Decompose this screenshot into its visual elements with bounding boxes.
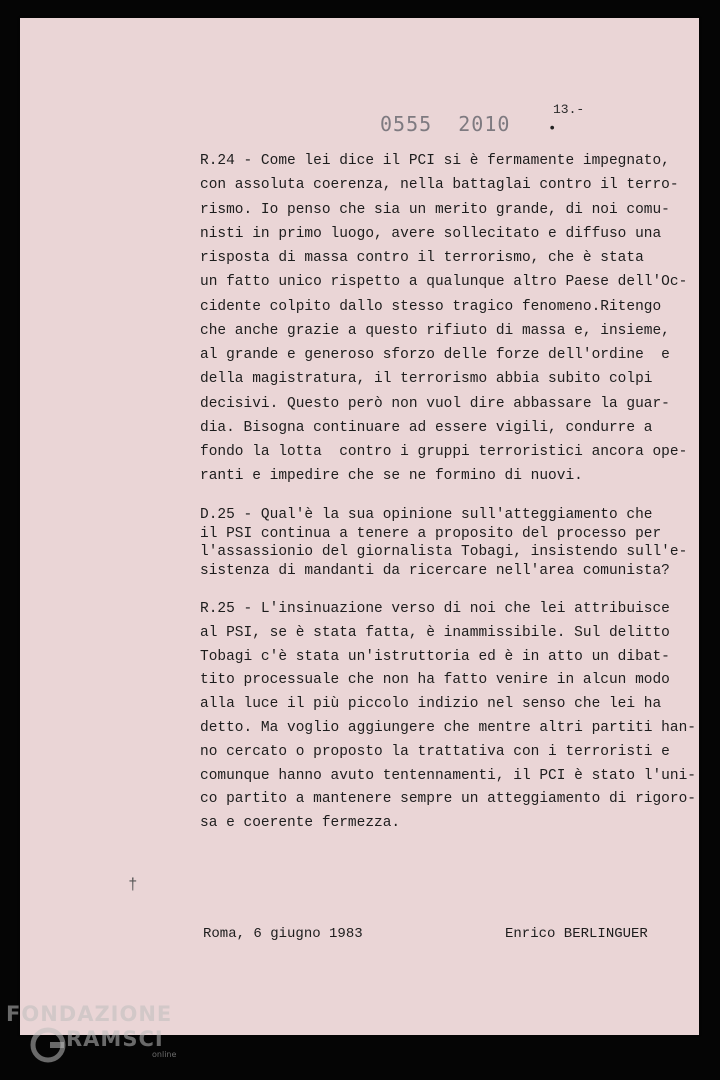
answer-paragraph-r25: [200, 598, 696, 836]
text-line: sa e coerente fermezza.: [200, 815, 401, 832]
text-line: alla luce il più piccolo indizio nel senso che lei ha: [200, 696, 662, 713]
text-line: decisivi. Questo però non vuol dire abbassare la guar-: [200, 395, 670, 412]
text-line: un fatto unico rispetto a qualunque altro Paese dell'Oc-: [200, 274, 688, 291]
text-line: R.25 - L'insinuazione verso di noi che lei attribuisce: [200, 601, 670, 617]
archive-stamp: 0555 2010: [380, 112, 511, 136]
text-line: dia. Bisogna continuare ad essere vigili, condurre a: [200, 419, 653, 436]
signature: Enrico BERLINGUER: [505, 926, 648, 942]
text-line: nisti in primo luogo, avere sollecitato e diffuso una: [200, 225, 662, 242]
text-line: al PSI, se è stata fatta, è inammissibile. Sul delitto: [200, 624, 670, 641]
text-line: l'assassionio del giornalista Tobagi, insistendo sull'e-: [200, 544, 688, 560]
text-line: al grande e generoso sforzo delle forze dell'ordine e: [200, 347, 670, 363]
text-line: detto. Ma voglio aggiungere che mentre altri partiti han-: [200, 719, 696, 736]
text-line: il PSI continua a tenere a proposito del processo per: [200, 525, 662, 542]
text-line: cidente colpito dallo stesso tragico fenomeno.Ritengo: [200, 298, 662, 315]
watermark-line2: RAMSCI: [66, 1027, 164, 1051]
text-line: con assoluta coerenza, nella battaglai contro il terro-: [200, 177, 679, 194]
page-number: 13.-: [553, 102, 585, 117]
watermark-suffix: online: [152, 1050, 177, 1059]
text-line: ranti e impedire che se ne formino di nuovi.: [200, 468, 583, 485]
text-line: che anche grazie a questo rifiuto di massa e, insieme,: [200, 322, 670, 339]
text-line: co partito a mantenere sempre un atteggiamento di rigoro-: [200, 791, 696, 808]
text-line: rismo. Io penso che sia un merito grande, di noi comu-: [200, 201, 670, 218]
watermark-line1: FONDAZIONE: [6, 1002, 173, 1026]
place-date: Roma, 6 giugno 1983: [203, 926, 363, 942]
text-line: comunque hanno avuto tentennamenti, il PCI è stato l'uni-: [200, 767, 696, 784]
text-line: Tobagi c'è stata un'istruttoria ed è in atto un dibat-: [200, 648, 670, 665]
text-line: risposta di massa contro il terrorismo, che è stata: [200, 250, 644, 266]
text-line: sistenza di mandanti da ricercare nell'area comunista?: [200, 562, 670, 579]
text-line: tito processuale che non ha fatto venire in alcun modo: [200, 672, 670, 689]
text-line: no cercato o proposto la trattativa con i terroristi e: [200, 743, 670, 760]
answer-paragraph-r24: [200, 149, 687, 489]
pen-tick-mark: •: [548, 121, 557, 137]
text-line: fondo la lotta contro i gruppi terroristici ancora ope-: [200, 444, 688, 460]
text-line: R.24 - Come lei dice il PCI si è fermamente impegnato,: [200, 153, 670, 169]
text-line: della magistratura, il terrorismo abbia subito colpi: [200, 371, 653, 388]
margin-pen-mark: †: [128, 876, 138, 894]
archive-watermark: [4, 1000, 184, 1075]
watermark-logo-icon: [28, 1022, 68, 1068]
text-line: D.25 - Qual'è la sua opinione sull'atteggiamento che: [200, 507, 653, 523]
question-paragraph-d25: [200, 506, 687, 580]
